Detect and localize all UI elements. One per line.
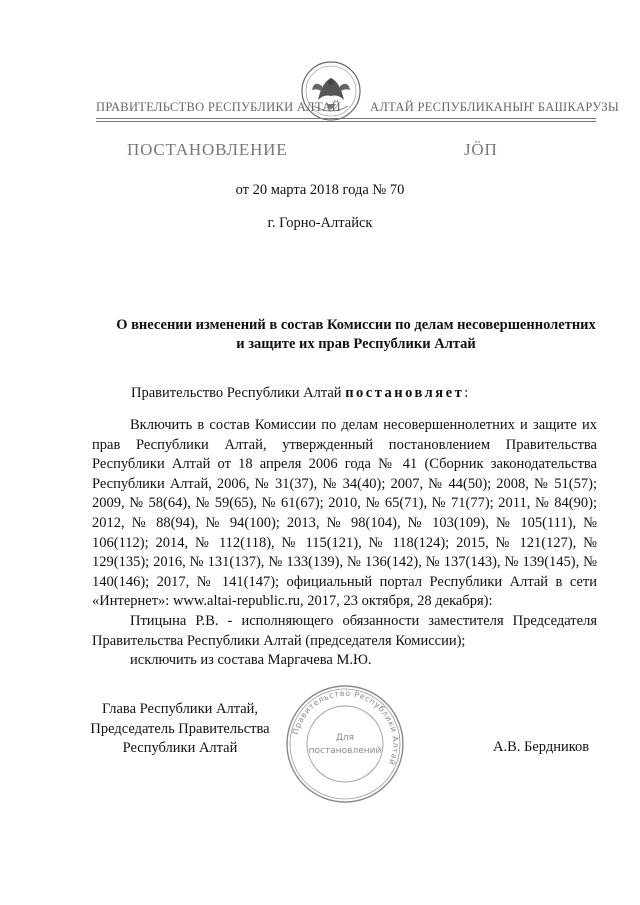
document-city: г. Горно-Алтайск xyxy=(267,215,373,231)
signatory-position xyxy=(80,700,280,759)
body-paragraph-1: Включить в состав Комиссии по делам несовершеннолетних и защите их прав Республики Алтай, утвержденный постановлением Правительства Республики Алтай от 18 апреля 2006 года № 41 (Сборник законодательства Республики Алтай, 2006, № 31(37), № 34(40); 2007, № 44(50); 2008, № 51(57); 2009, № 58(64), № 59(65), № 61(67); 2010, № 65(71), № 71(77); 2011, № 84(90); 2012, № 88(94), № 94(100); 2013, № 98(104), № 103(109), № 105(111), № 106(112); 2014, № 112(118), № 115(121), № 118(124); 2015, № 121(127), № 129(135); 2016, № 131(137), № 133(139), № 136(142), № 137(143), № 139(145), № 140(146); 2017, № 141(147); официальный портал Республики Алтай в сети «Интернет»: www.altai-republic.ru, 2017, 23 октября, 28 декабря): xyxy=(92,417,597,610)
document-body xyxy=(92,416,597,671)
official-seal-stamp xyxy=(284,683,406,805)
seal-inner-line-2: постановлений xyxy=(308,746,382,756)
signatory-line-1: Глава Республики Алтай, xyxy=(101,701,259,717)
signatory-line-2: Председатель Правительства xyxy=(90,720,270,737)
title-line-2: и защите их прав Республики Алтай xyxy=(236,336,476,352)
seal-inner-line-1: Для xyxy=(335,733,355,743)
government-name-russian: ПРАВИТЕЛЬСТВО РЕСПУБЛИКИ АЛТАЙ xyxy=(96,100,341,114)
title-line-1: О внесении изменений в состав Комиссии по делам несовершеннолетних xyxy=(116,317,596,333)
document-date-number: от 20 марта 2018 года № 70 xyxy=(235,182,405,198)
preamble-emphasis: постановляет xyxy=(345,385,465,401)
header-rule-thin xyxy=(96,121,596,122)
signatory-name: А.В. Бердников xyxy=(493,739,590,755)
document-kind-russian: ПОСТАНОВЛЕНИЕ xyxy=(127,140,288,159)
preamble-text: Правительство Республики Алтай xyxy=(131,385,346,401)
document-kind-altai: JÖП xyxy=(464,140,498,159)
preamble-colon: : xyxy=(464,385,469,401)
body-paragraph-2: Птицына Р.В. - исполняющего обязанности заместителя Председателя Правительства Республики Алтай (председателя Комиссии); xyxy=(92,612,597,649)
government-name-altai: АЛТАЙ РЕСПУБЛИКАНЫҤ БАШКАРУЗЫ xyxy=(370,100,620,114)
header-rule xyxy=(96,118,596,119)
preamble xyxy=(131,385,468,402)
body-paragraph-3: исключить из состава Маргачева М.Ю. xyxy=(130,652,372,669)
document-title xyxy=(96,316,616,354)
seal-outer-text: Правительство Республики Алтай xyxy=(290,688,401,767)
signatory-line-3: Республики Алтай xyxy=(122,740,238,756)
